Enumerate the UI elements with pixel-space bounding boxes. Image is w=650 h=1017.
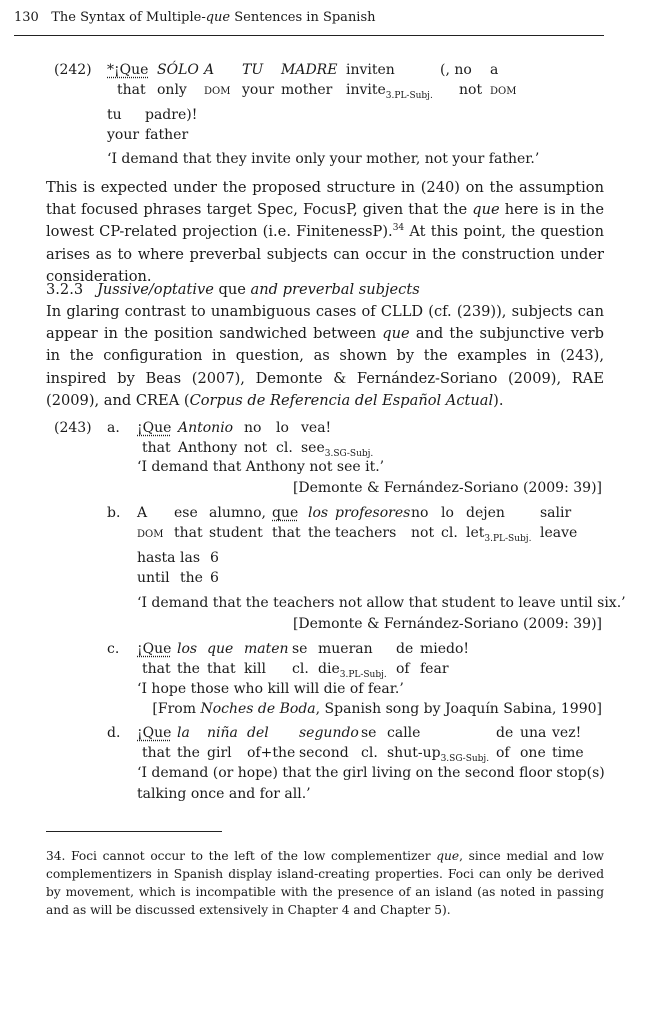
example-word: ¡Que bbox=[137, 725, 172, 741]
example-word: lo bbox=[441, 505, 454, 521]
example-word: que bbox=[207, 641, 234, 657]
gloss-word: one bbox=[520, 745, 546, 761]
example-word: ese bbox=[174, 505, 198, 521]
example-word: tu bbox=[107, 107, 122, 123]
gloss-word: the bbox=[308, 525, 331, 541]
translation: ‘I demand that they invite only your mother, not your father.’ bbox=[107, 151, 540, 167]
example-word: lo bbox=[276, 420, 289, 436]
gloss-word: that bbox=[272, 525, 301, 541]
translation: talking once and for all.’ bbox=[137, 786, 311, 802]
gloss-word: until bbox=[137, 570, 170, 586]
example-label: c. bbox=[107, 641, 120, 657]
gloss-word: your bbox=[242, 82, 275, 98]
gloss-word: that bbox=[207, 661, 236, 677]
gloss-word: the bbox=[177, 661, 200, 677]
footnote: 34. Foci cannot occur to the left of the low complementizer que, since medial and low complementizers in Spanish display island-creating properties. Foci can only be derived by movement, which is incompatible with the presence of an island (as noted in passing and as will be discussed extensively in Chapter 4 and Chapter 5). bbox=[46, 849, 604, 917]
gloss-word: that bbox=[142, 745, 171, 761]
gloss-word: that bbox=[142, 440, 171, 456]
example-number: (242) bbox=[54, 62, 92, 78]
citation: [Demonte & Fernández-Soriano (2009: 39)] bbox=[292, 480, 602, 496]
gloss-word: cl. bbox=[276, 440, 293, 456]
example-word: A bbox=[137, 505, 148, 521]
footnote-rule bbox=[46, 831, 222, 832]
translation: ‘I demand (or hope) that the girl living on the second floor stop(s) bbox=[137, 765, 605, 781]
gloss-word: not bbox=[459, 82, 483, 98]
running-header bbox=[14, 10, 376, 25]
example-word: alumno, bbox=[209, 505, 267, 521]
gloss-word: kill bbox=[244, 661, 266, 677]
example-word: 6 bbox=[210, 550, 219, 566]
gloss-word: only bbox=[157, 82, 187, 98]
body-paragraph: In glaring contrast to unambiguous cases of CLLD (cf. (239)), subjects can appear in the position sandwiched between que and the subjunctive verb in the configuration in question, as shown by the examples in (243), inspired by Beas (2007), Demonte & Fernández-Soriano (2009), RAE (2009), and CREA (Corpus de Referencia del Español Actual). bbox=[46, 303, 604, 409]
gloss-word: die$_{3.PL-Subj.}$ bbox=[318, 661, 387, 680]
example-label: b. bbox=[107, 505, 121, 521]
example-word: ¡Que bbox=[137, 641, 172, 657]
example-word: no bbox=[411, 505, 429, 521]
example-word: hasta bbox=[137, 550, 176, 566]
example-word: que bbox=[272, 505, 299, 521]
example-word: (, no bbox=[440, 62, 472, 78]
gloss-word: cl. bbox=[361, 745, 378, 761]
gloss-word: invite$_{3.PL-Subj.}$ bbox=[346, 82, 433, 101]
body-paragraph: This is expected under the proposed structure in (240) on the assumption that focused phrases target Spec, FocusP, given that the que here is in the lowest CP-related projection (i.e. FinitenessP).$^{34}$ At this point, the question arises as to where preverbal subjects can occur in the construction under consideration. bbox=[46, 179, 604, 285]
gloss-word: time bbox=[552, 745, 584, 761]
example-word: padre)! bbox=[145, 107, 198, 123]
gloss-word: of+the bbox=[247, 745, 296, 761]
gloss-word: the bbox=[180, 570, 203, 586]
example-word: niña bbox=[207, 725, 238, 741]
example-word: MADRE bbox=[281, 62, 338, 78]
gloss-word: that bbox=[117, 82, 146, 98]
gloss-word: student bbox=[209, 525, 263, 541]
citation: [From Noches de Boda, Spanish song by Joaquín Sabina, 1990] bbox=[152, 701, 602, 717]
gloss-word: not bbox=[244, 440, 268, 456]
example-word: TU bbox=[242, 62, 264, 78]
example-word: las bbox=[180, 550, 201, 566]
example-word: de bbox=[396, 641, 414, 657]
example-label: a. bbox=[107, 420, 120, 436]
section-heading: 3.2.3 Jussive/optative que and preverbal subjects bbox=[46, 281, 420, 298]
gloss-word: teachers bbox=[335, 525, 397, 541]
gloss-word: Anthony bbox=[178, 440, 238, 456]
example-word: miedo! bbox=[420, 641, 470, 657]
example-word: una bbox=[520, 725, 547, 741]
translation: ‘I hope those who kill will die of fear.’ bbox=[137, 681, 404, 697]
footnote-number: 34. bbox=[46, 849, 66, 863]
gloss-word: let$_{3.PL-Subj.}$ bbox=[466, 525, 532, 544]
translation: ‘I demand that Anthony not see it.’ bbox=[137, 459, 385, 475]
gloss-word: not bbox=[411, 525, 435, 541]
example-word: segundo bbox=[299, 725, 359, 741]
gloss-word: dom bbox=[204, 82, 231, 98]
gloss-word: your bbox=[107, 127, 140, 143]
gloss-word: girl bbox=[207, 745, 232, 761]
example-word: los bbox=[177, 641, 198, 657]
gloss-word: that bbox=[142, 661, 171, 677]
example-label: d. bbox=[107, 725, 121, 741]
citation: [Demonte & Fernández-Soriano (2009: 39)] bbox=[292, 616, 602, 632]
example-word: profesores bbox=[335, 505, 411, 521]
gloss-word: second bbox=[299, 745, 349, 761]
gloss-word: leave bbox=[540, 525, 578, 541]
example-word: Antonio bbox=[178, 420, 234, 436]
gloss-word: that bbox=[174, 525, 203, 541]
footnote-ref: 34 bbox=[392, 223, 405, 234]
gloss-word: shut-$up_{3.SG-Subj.}$ bbox=[387, 745, 490, 764]
example-word: maten bbox=[244, 641, 289, 657]
gloss-word: 6 bbox=[210, 570, 219, 586]
example-word: a bbox=[490, 62, 499, 78]
example-word: no bbox=[244, 420, 262, 436]
example-word: inviten bbox=[346, 62, 395, 78]
gloss-word: dom bbox=[490, 82, 517, 98]
example-word: mueran bbox=[318, 641, 373, 657]
gloss-word: cl. bbox=[292, 661, 309, 677]
gloss-word: fear bbox=[420, 661, 449, 677]
example-word: calle bbox=[387, 725, 421, 741]
example-word: ¡Que bbox=[137, 420, 172, 436]
gloss-word: of bbox=[496, 745, 510, 761]
page-number: 130 bbox=[14, 10, 39, 25]
gloss-word: dom bbox=[137, 525, 164, 541]
gloss-word: see$_{3.SG-Subj.}$ bbox=[301, 440, 374, 459]
example-word: dejen bbox=[466, 505, 505, 521]
gloss-word: father bbox=[145, 127, 189, 143]
example-word: la bbox=[177, 725, 190, 741]
translation: ‘I demand that the teachers not allow that student to leave until six.’ bbox=[137, 595, 626, 611]
example-word: SÓLO bbox=[157, 62, 199, 78]
example-word: los bbox=[308, 505, 329, 521]
example-word: de bbox=[496, 725, 514, 741]
gloss-word: cl. bbox=[441, 525, 458, 541]
example-number: (243) bbox=[54, 420, 92, 436]
example-word: vea! bbox=[301, 420, 332, 436]
example-word: se bbox=[292, 641, 308, 657]
example-word: A bbox=[204, 62, 215, 78]
gloss-word: the bbox=[177, 745, 200, 761]
gloss-word: mother bbox=[281, 82, 333, 98]
example-word: salir bbox=[540, 505, 572, 521]
header-rule bbox=[14, 35, 604, 36]
running-title: The Syntax of Multiple-que Sentences in Spanish bbox=[51, 10, 376, 25]
example-word: del bbox=[247, 725, 269, 741]
example-word: vez! bbox=[552, 725, 582, 741]
example-word: se bbox=[361, 725, 377, 741]
example-word: *¡Que bbox=[107, 62, 149, 78]
gloss-word: of bbox=[396, 661, 410, 677]
